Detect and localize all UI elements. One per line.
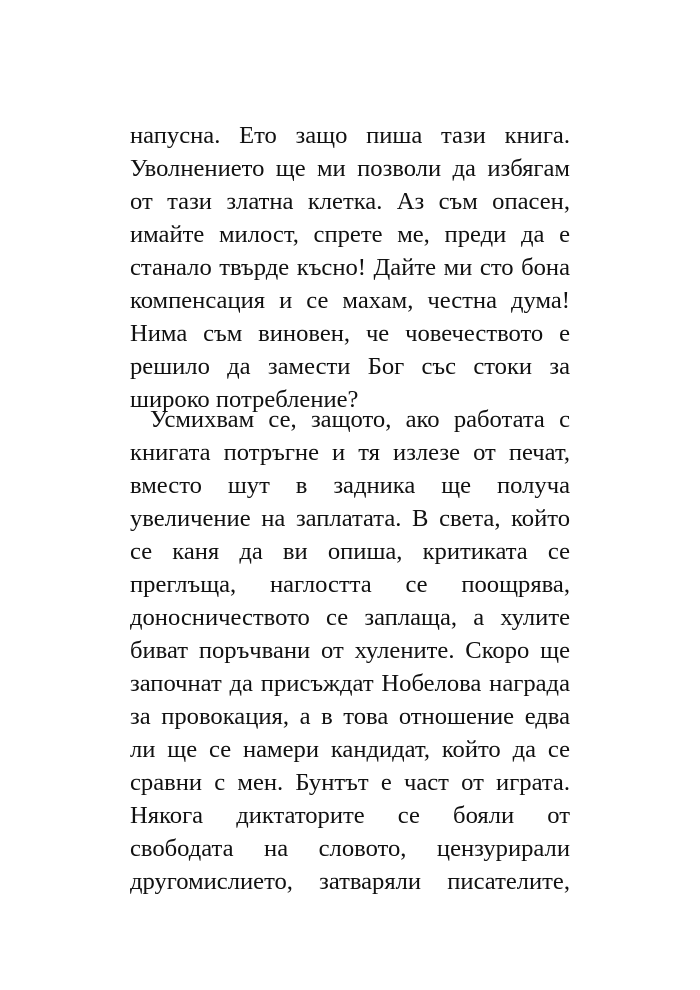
text-line: Уволнението ще ми позволи да избягам [130,155,570,182]
text-line: Някога диктаторите се бояли от [130,802,570,829]
text-line: Усмихвам се, защото, ако работата с [150,406,570,433]
text-line: вместо шут в задника ще получа [130,472,570,499]
text-line: станало твърде късно! Дайте ми сто бона [130,254,570,281]
text-line: преглъща, наглостта се поощрява, [130,571,570,598]
paragraph-1 [130,119,570,416]
text-line: ли ще се намери кандидат, който да се [130,736,570,763]
text-line: книгата потръгне и тя излезе от печат, [130,439,570,466]
text-line: за провокация, а в това отношение едва [130,703,570,730]
text-line: се каня да ви опиша, критиката се [130,538,570,565]
text-line: увеличение на заплатата. В света, който [130,505,570,532]
text-line: компенсация и се махам, честна дума! [130,287,570,314]
text-line: от тази златна клетка. Аз съм опасен, [130,188,570,215]
paragraph-2 [130,403,570,898]
text-line: биват поръчвани от хулените. Скоро ще [130,637,570,664]
text-line: свободата на словото, цензурирали [130,835,570,862]
text-line: доносничеството се заплаща, а хулите [130,604,570,631]
text-line: сравни с мен. Бунтът е част от играта. [130,769,570,796]
text-line: Нима съм виновен, че човечеството е [130,320,570,347]
text-line: започнат да присъждат Нобелова награда [130,670,570,697]
text-line: широко потребление? [130,386,359,413]
text-line: напусна. Ето защо пиша тази книга. [130,122,570,149]
text-line: решило да замести Бог със стоки за [130,353,570,380]
text-line: другомислието, затваряли писателите, [130,868,570,895]
text-line: имайте милост, спрете ме, преди да е [130,221,570,248]
